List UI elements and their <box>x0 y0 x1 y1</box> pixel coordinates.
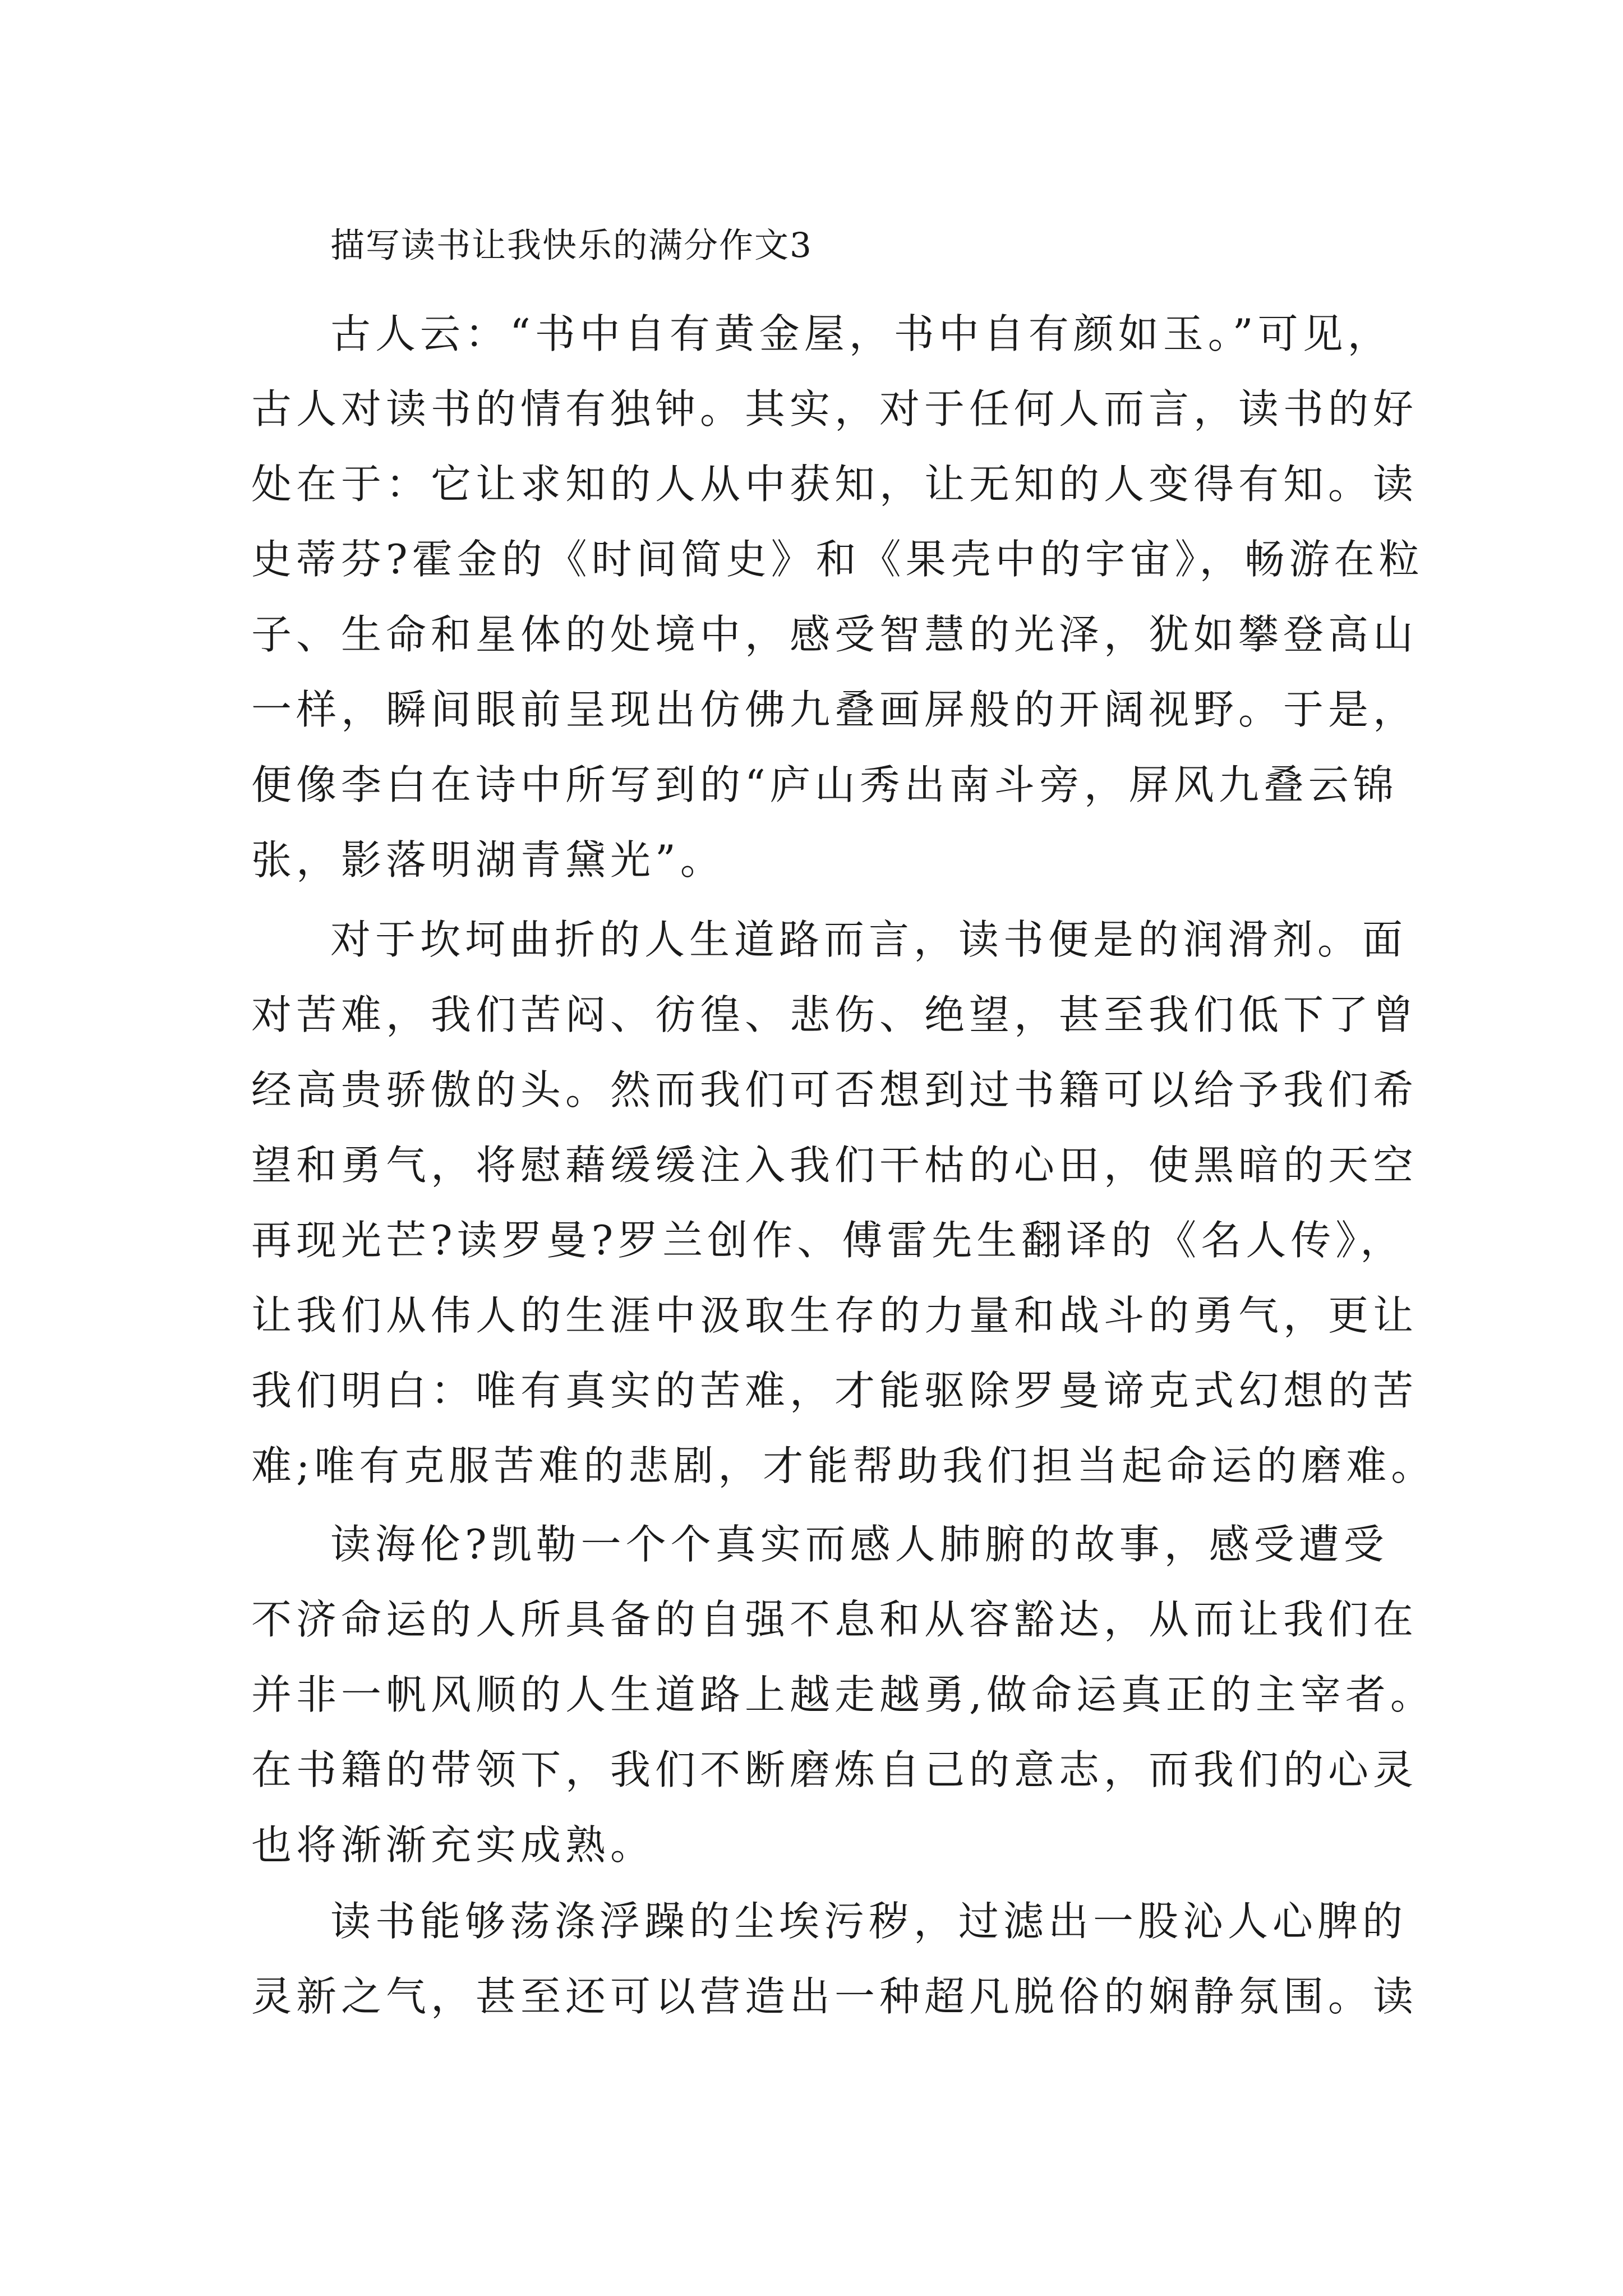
text-line: 经高贵骄傲的头。然而我们可否想到过书籍可以给予我们希 <box>251 1066 1418 1114</box>
text-line: 不济命运的人所具备的自强不息和从容豁达，从而让我们在 <box>251 1596 1418 1643</box>
text-line: 便像李白在诗中所写到的“庐山秀出南斗旁，屏风九叠云锦 <box>251 761 1398 808</box>
text-line: 读海伦?凯勒一个个真实而感人肺腑的故事，感受遭受 <box>330 1521 1389 1568</box>
text-line: 望和勇气，将慰藉缓缓注入我们干枯的心田，使黑暗的天空 <box>251 1142 1418 1189</box>
text-line: 让我们从伟人的生涯中汲取生存的力量和战斗的勇气，更让 <box>251 1292 1418 1339</box>
text-line: 古人云：“书中自有黄金屋，书中自有颜如玉。”可见， <box>330 310 1393 357</box>
text-line: 史蒂芬?霍金的《时间简史》和《果壳中的宇宙》，畅游在粒 <box>251 536 1424 583</box>
paragraph-4 <box>251 1884 1418 2034</box>
text-line: 读书能够荡涤浮躁的尘埃污秽，过滤出一股沁人心脾的 <box>330 1898 1408 1945</box>
text-line: 子、生命和星体的处境中，感受智慧的光泽，犹如攀登高山 <box>251 611 1418 658</box>
text-line: 张，影落明湖青黛光”。 <box>251 836 725 884</box>
paragraph-1 <box>251 296 1424 898</box>
text-line: 一样，瞬间眼前呈现出仿佛九叠画屏般的开阔视野。于是， <box>251 686 1418 733</box>
text-line: 古人对读书的情有独钟。其实，对于任何人而言，读书的好 <box>251 385 1418 432</box>
text-line: 在书籍的带领下，我们不断磨炼自己的意志，而我们的心灵 <box>251 1746 1418 1793</box>
text-line: 对苦难，我们苦闷、彷徨、悲伤、绝望，甚至我们低下了曾 <box>251 991 1418 1038</box>
text-line: 灵新之气，甚至还可以营造出一种超凡脱俗的娴静氛围。读 <box>251 1973 1418 2020</box>
text-line: 也将渐渐充实成熟。 <box>251 1821 656 1869</box>
text-line: 难;唯有克服苦难的悲剧，才能帮助我们担当起命运的磨难。 <box>251 1442 1436 1489</box>
text-line: 并非一帆风顺的人生道路上越走越勇,做命运真正的主宰者。 <box>251 1671 1435 1718</box>
text-line: 对于坎坷曲折的人生道路而言，读书便是的润滑剂。面 <box>330 916 1408 963</box>
text-line: 我们明白：唯有真实的苦难，才能驱除罗曼谛克式幻想的苦 <box>251 1367 1418 1414</box>
paragraph-3 <box>251 1507 1435 1883</box>
document-title: 描写读书让我快乐的满分作文3 <box>330 226 813 265</box>
text-line: 处在于：它让求知的人从中获知，让无知的人变得有知。读 <box>251 461 1418 508</box>
paragraph-2 <box>251 902 1436 1503</box>
text-line: 再现光芒?读罗曼?罗兰创作、傅雷先生翻译的《名人传》， <box>251 1217 1405 1264</box>
